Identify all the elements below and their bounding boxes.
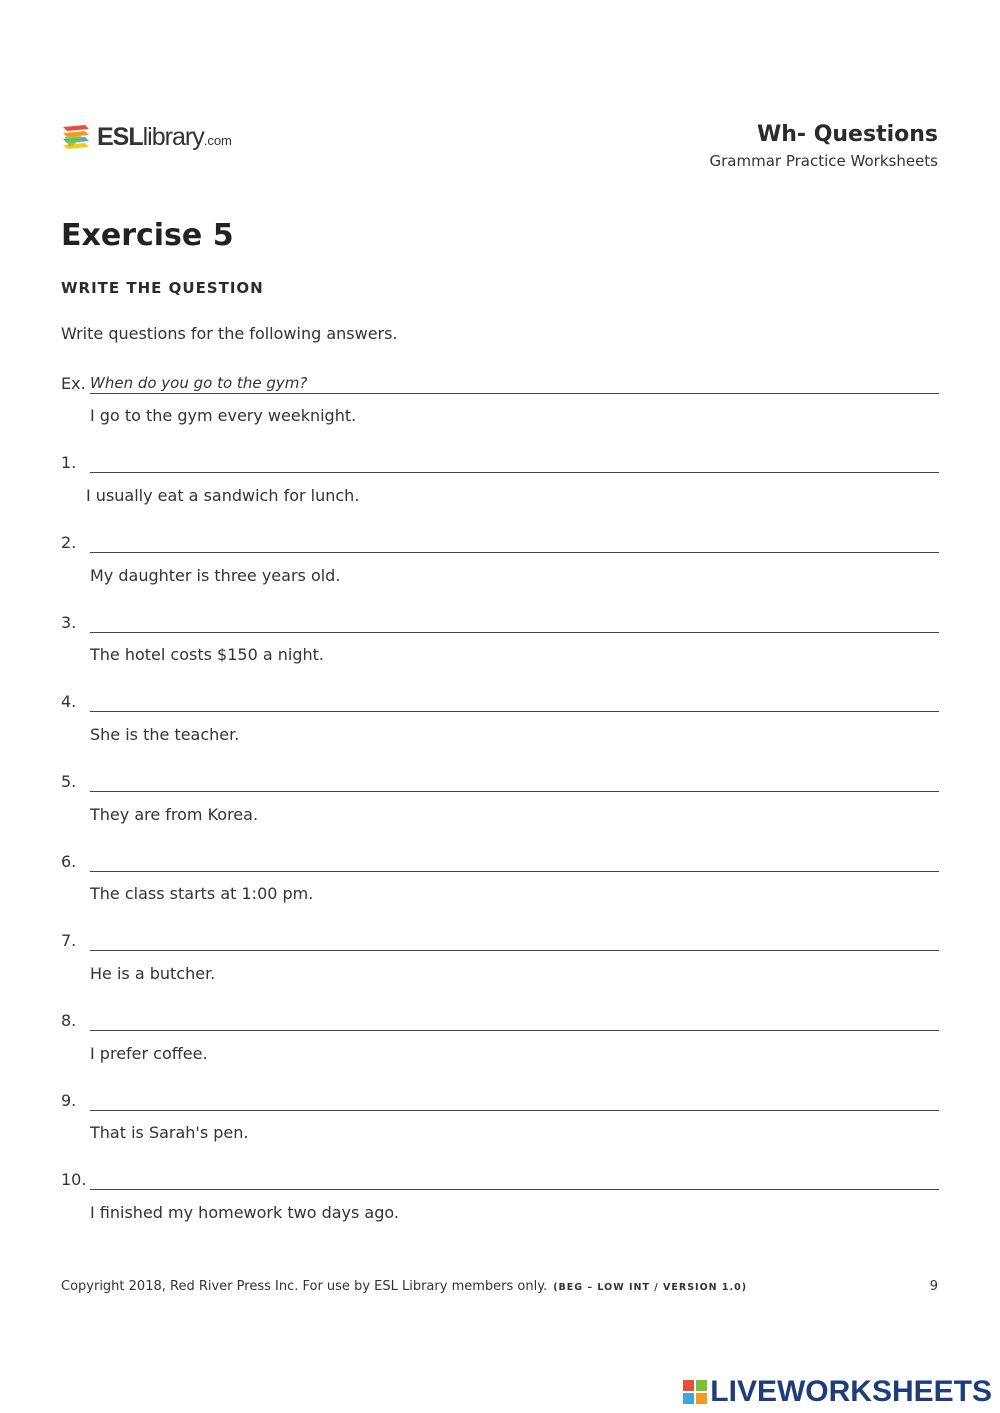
worksheet-subtitle: Grammar Practice Worksheets bbox=[709, 152, 938, 170]
liveworksheets-text: LIVEWORKSHEETS bbox=[710, 1375, 992, 1408]
question-row-5 bbox=[61, 770, 939, 792]
answer-text: She is the teacher. bbox=[90, 725, 240, 744]
copyright-text: Copyright 2018, Red River Press Inc. For use by ESL Library members only. bbox=[61, 1279, 548, 1294]
question-input-line[interactable] bbox=[90, 612, 939, 633]
level-version: (BEG – LOW INT / VERSION 1.0) bbox=[553, 1282, 748, 1293]
question-number: 6. bbox=[61, 852, 77, 871]
exercise-title: Exercise 5 bbox=[61, 218, 234, 253]
question-row-2 bbox=[61, 531, 939, 553]
question-input-line[interactable] bbox=[90, 1090, 939, 1111]
question-number: 8. bbox=[61, 1011, 77, 1030]
answer-text: The class starts at 1:00 pm. bbox=[90, 884, 314, 903]
instructions: Write questions for the following answers. bbox=[61, 324, 398, 343]
question-input-line[interactable] bbox=[90, 930, 939, 951]
answer-text: They are from Korea. bbox=[90, 805, 259, 824]
copyright-footer bbox=[61, 1279, 747, 1294]
example-answer-line bbox=[90, 373, 939, 394]
example-row bbox=[61, 372, 939, 394]
question-input-line[interactable] bbox=[90, 1169, 939, 1190]
question-number: 10. bbox=[61, 1170, 87, 1189]
book-stack-icon bbox=[61, 122, 91, 152]
question-number: 9. bbox=[61, 1091, 77, 1110]
question-number: 4. bbox=[61, 692, 77, 711]
question-input-line[interactable] bbox=[90, 771, 939, 792]
liveworksheets-logo-icon bbox=[683, 1380, 707, 1404]
answer-text: My daughter is three years old. bbox=[90, 566, 341, 585]
answer-text: That is Sarah's pen. bbox=[90, 1123, 249, 1142]
question-input-line[interactable] bbox=[90, 452, 939, 473]
question-row-10 bbox=[61, 1168, 939, 1190]
question-number: 5. bbox=[61, 772, 77, 791]
logo-text: ESLlibrary.com bbox=[97, 122, 232, 151]
answer-text: I finished my homework two days ago. bbox=[90, 1203, 399, 1222]
example-question: When do you go to the gym? bbox=[90, 374, 308, 392]
page-number: 9 bbox=[929, 1279, 938, 1294]
section-heading: WRITE THE QUESTION bbox=[61, 279, 264, 297]
question-input-line[interactable] bbox=[90, 851, 939, 872]
answer-text: I usually eat a sandwich for lunch. bbox=[86, 486, 360, 505]
esl-library-logo bbox=[61, 120, 232, 154]
worksheet-title: Wh- Questions bbox=[756, 122, 938, 147]
question-input-line[interactable] bbox=[90, 691, 939, 712]
question-row-9 bbox=[61, 1089, 939, 1111]
question-row-4 bbox=[61, 690, 939, 712]
example-label: Ex. bbox=[61, 374, 86, 393]
question-row-7 bbox=[61, 929, 939, 951]
question-row-8 bbox=[61, 1009, 939, 1031]
answer-text: I prefer coffee. bbox=[90, 1044, 208, 1063]
answer-text: He is a butcher. bbox=[90, 964, 216, 983]
answer-text: The hotel costs $150 a night. bbox=[90, 645, 324, 664]
question-row-1 bbox=[61, 451, 939, 473]
question-row-3 bbox=[61, 611, 939, 633]
question-row-6 bbox=[61, 850, 939, 872]
question-input-line[interactable] bbox=[90, 532, 939, 553]
question-number: 1. bbox=[61, 453, 77, 472]
example-answer: I go to the gym every weeknight. bbox=[90, 406, 357, 425]
question-input-line[interactable] bbox=[90, 1010, 939, 1031]
question-number: 3. bbox=[61, 613, 77, 632]
question-number: 2. bbox=[61, 533, 77, 552]
liveworksheets-watermark bbox=[683, 1375, 992, 1409]
question-number: 7. bbox=[61, 931, 77, 950]
